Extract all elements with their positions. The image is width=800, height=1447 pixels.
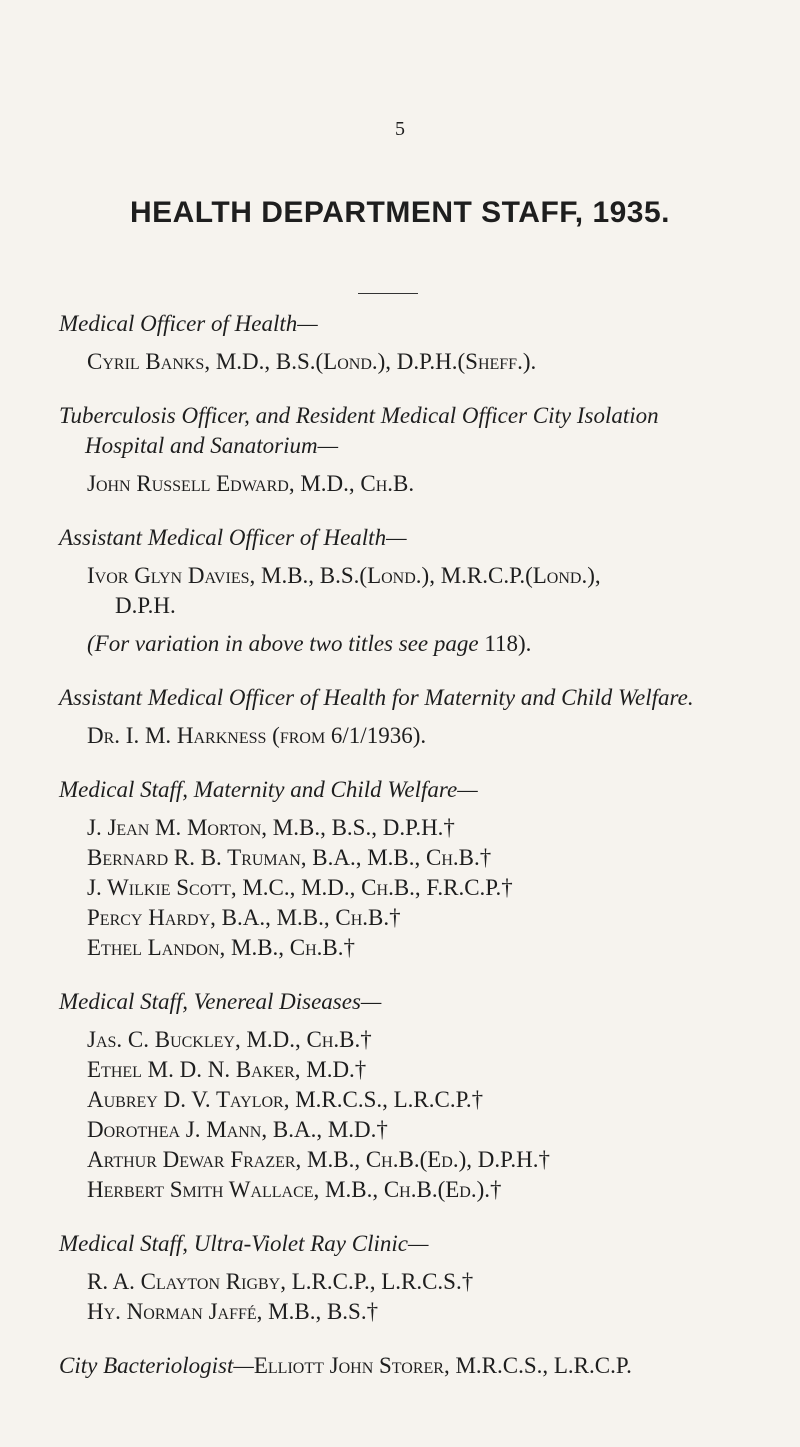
staff-name-line1: Ivor Glyn Davies, M.B., B.S.(Lond.), M.R.C.P.(Lond.), xyxy=(87,563,601,588)
staff-name-line2: D.P.H. xyxy=(115,593,176,618)
section-heading-line1: Tuberculosis Officer, and Resident Medical Officer City Isolation xyxy=(59,403,659,428)
names-list xyxy=(59,469,799,499)
section-bacteriologist xyxy=(59,1351,799,1381)
page-number: 5 xyxy=(395,118,405,140)
title-divider xyxy=(358,293,418,294)
section-heading-line2: Hospital and Sanatorium— xyxy=(85,433,339,458)
section-heading: City Bacteriologist— xyxy=(59,1353,254,1378)
names-list xyxy=(59,813,799,963)
staff-name: Arthur Dewar Frazer, M.B., Ch.B.(Ed.), D.P.H.† xyxy=(87,1147,550,1172)
section-tuberculosis-officer xyxy=(59,401,799,499)
staff-name: R. A. Clayton Rigby, L.R.C.P., L.R.C.S.† xyxy=(87,1269,474,1294)
section-venereal-diseases-staff xyxy=(59,987,799,1205)
staff-name: Hy. Norman Jaffé, M.B., B.S.† xyxy=(87,1299,379,1324)
staff-name: Dorothea J. Mann, B.A., M.D.† xyxy=(87,1117,388,1142)
section-maternity-staff xyxy=(59,775,799,963)
section-heading: Assistant Medical Officer of Health for Maternity and Child Welfare. xyxy=(59,685,694,710)
names-list xyxy=(59,721,799,751)
section-heading: Assistant Medical Officer of Health— xyxy=(59,525,407,550)
staff-name: John Russell Edward, M.D., Ch.B. xyxy=(87,471,415,496)
variation-note xyxy=(59,629,799,659)
names-list xyxy=(59,1267,799,1327)
section-assistant-medical-officer xyxy=(59,523,799,659)
names-list xyxy=(59,561,799,621)
section-medical-officer xyxy=(59,309,799,377)
page-title: HEALTH DEPARTMENT STAFF, 1935. xyxy=(129,196,671,229)
section-heading: Medical Officer of Health— xyxy=(59,311,318,336)
staff-name: Herbert Smith Wallace, M.B., Ch.B.(Ed.).† xyxy=(87,1177,502,1202)
variation-note-italic: (For variation in above two titles see page xyxy=(87,631,479,656)
variation-note-page: 118). xyxy=(478,631,532,656)
staff-list xyxy=(59,309,799,1381)
staff-name: Aubrey D. V. Taylor, M.R.C.S., L.R.C.P.† xyxy=(87,1087,484,1112)
staff-name: Bernard R. B. Truman, B.A., M.B., Ch.B.† xyxy=(87,845,492,870)
section-heading: Medical Staff, Ultra-Violet Ray Clinic— xyxy=(59,1231,429,1256)
staff-name: Ethel M. D. N. Baker, M.D.† xyxy=(87,1057,367,1082)
staff-name: Cyril Banks, M.D., B.S.(Lond.), D.P.H.(Sheff.). xyxy=(87,349,537,374)
staff-name: J. Jean M. Morton, M.B., B.S., D.P.H.† xyxy=(87,815,455,840)
section-ultra-violet-staff xyxy=(59,1229,799,1327)
section-maternity-officer xyxy=(59,683,799,751)
staff-name: J. Wilkie Scott, M.C., M.D., Ch.B., F.R.C.P.† xyxy=(87,875,513,900)
names-list xyxy=(59,347,799,377)
staff-name: Percy Hardy, B.A., M.B., Ch.B.† xyxy=(87,905,401,930)
section-heading xyxy=(59,401,799,461)
names-list xyxy=(59,1025,799,1205)
staff-name: Elliott John Storer, M.R.C.S., L.R.C.P. xyxy=(253,1353,632,1378)
staff-name: Ethel Landon, M.B., Ch.B.† xyxy=(87,935,356,960)
staff-name xyxy=(87,561,799,621)
section-heading: Medical Staff, Venereal Diseases— xyxy=(59,989,382,1014)
staff-name: Dr. I. M. Harkness (from 6/1/1936). xyxy=(87,723,427,748)
section-heading: Medical Staff, Maternity and Child Welfare— xyxy=(59,777,478,802)
staff-name: Jas. C. Buckley, M.D., Ch.B.† xyxy=(87,1027,372,1052)
